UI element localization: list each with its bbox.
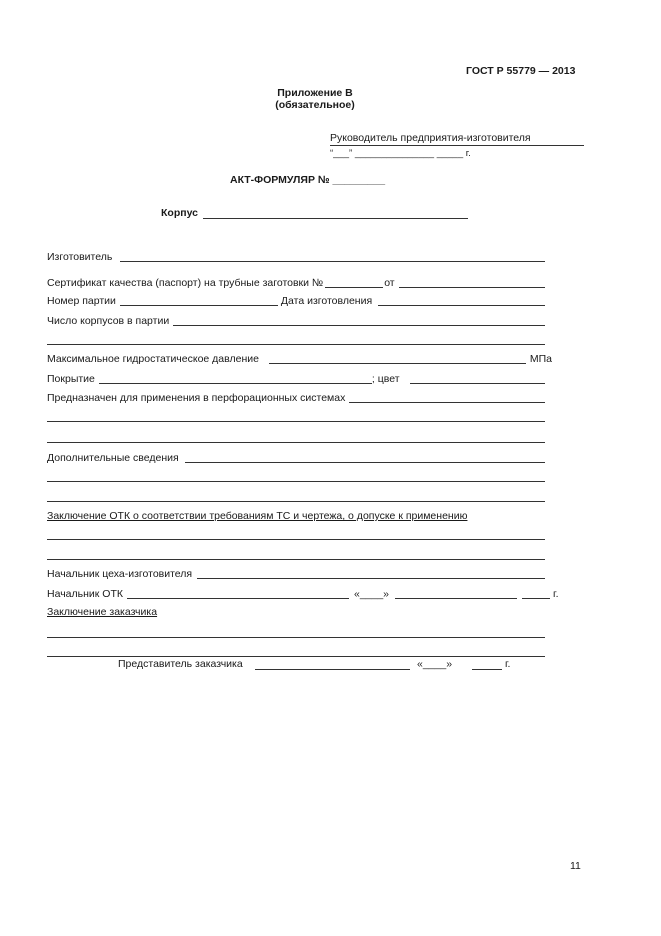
blank-line	[47, 637, 545, 638]
bodies-count-row	[47, 314, 545, 327]
intended-label: Предназначен для применения в перфорационных системах	[47, 392, 346, 404]
approval-role-line	[330, 145, 584, 146]
blank-line	[47, 539, 545, 540]
blank-line	[47, 344, 545, 345]
blank-line	[47, 481, 545, 482]
additional-label: Дополнительные сведения	[47, 452, 179, 464]
shop-head-label: Начальник цеха-изготовителя	[47, 568, 193, 580]
additional-row	[47, 451, 545, 464]
color-label: ; цвет	[371, 373, 400, 385]
customer-conclusion-heading: Заключение заказчика	[47, 606, 158, 618]
otk-head-row	[47, 587, 559, 600]
customer-rep-signature-line	[255, 669, 410, 670]
color-line	[410, 383, 546, 384]
body-line	[203, 218, 468, 219]
certificate-date-line	[399, 287, 545, 288]
blank-line	[47, 501, 545, 502]
manufacture-date-line	[378, 305, 545, 306]
manufacturer-line	[120, 261, 545, 262]
certificate-row	[47, 276, 545, 289]
otk-year-suffix: г.	[553, 588, 559, 600]
batch-number-line	[120, 305, 278, 306]
certificate-from-label: от	[384, 277, 395, 289]
batch-number-label: Номер партии	[47, 295, 116, 307]
pressure-row	[47, 352, 554, 365]
blank-line	[47, 442, 545, 443]
blank-line	[47, 656, 545, 657]
appendix-status: (обязательное)	[275, 99, 355, 111]
blank-line	[47, 559, 545, 560]
manufacturer-row	[47, 250, 545, 263]
blank-line	[47, 421, 545, 422]
manufacture-date-label: Дата изготовления	[280, 295, 373, 307]
additional-line	[185, 462, 545, 463]
customer-rep-quote-date: «____»	[417, 658, 453, 670]
certificate-number-line	[325, 287, 383, 288]
act-title: АКТ-ФОРМУЛЯР № _________	[230, 174, 386, 186]
batch-row	[47, 294, 545, 307]
customer-rep-label: Представитель заказчика	[118, 658, 243, 670]
page-number: 11	[570, 860, 581, 872]
customer-rep-year-line	[472, 669, 502, 670]
customer-rep-year-suffix: г.	[505, 658, 511, 670]
otk-signature-line	[127, 598, 349, 599]
standard-number: ГОСТ Р 55779 — 2013	[466, 65, 576, 77]
otk-conclusion-heading: Заключение ОТК о соответствии требованиям ТС и чертежа, о допуске к применению	[47, 510, 468, 522]
bodies-count-line	[173, 325, 545, 326]
approval-date-line: “___” _______________ _____ г.	[330, 148, 471, 159]
otk-quote-date: «____»	[353, 588, 390, 600]
shop-head-row	[47, 567, 545, 580]
otk-head-label: Начальник ОТК	[47, 588, 123, 600]
coating-label: Покрытие	[47, 373, 95, 385]
otk-month-line	[395, 598, 517, 599]
approval-role: Руководитель предприятия-изготовителя	[330, 132, 531, 144]
coating-row	[47, 372, 545, 385]
coating-line	[99, 383, 372, 384]
intended-line	[349, 402, 545, 403]
manufacturer-label: Изготовитель	[47, 251, 113, 263]
pressure-label: Максимальное гидростатическое давление	[47, 353, 259, 365]
pressure-unit: МПа	[529, 353, 552, 365]
shop-head-line	[197, 578, 545, 579]
intended-row	[47, 391, 545, 404]
certificate-label: Сертификат качества (паспорт) на трубные заготовки №	[47, 277, 324, 289]
appendix-title: Приложение В	[277, 87, 353, 99]
pressure-line	[269, 363, 526, 364]
body-label: Корпус	[161, 207, 198, 219]
bodies-count-label: Число корпусов в партии	[47, 315, 170, 327]
otk-year-line	[522, 598, 550, 599]
